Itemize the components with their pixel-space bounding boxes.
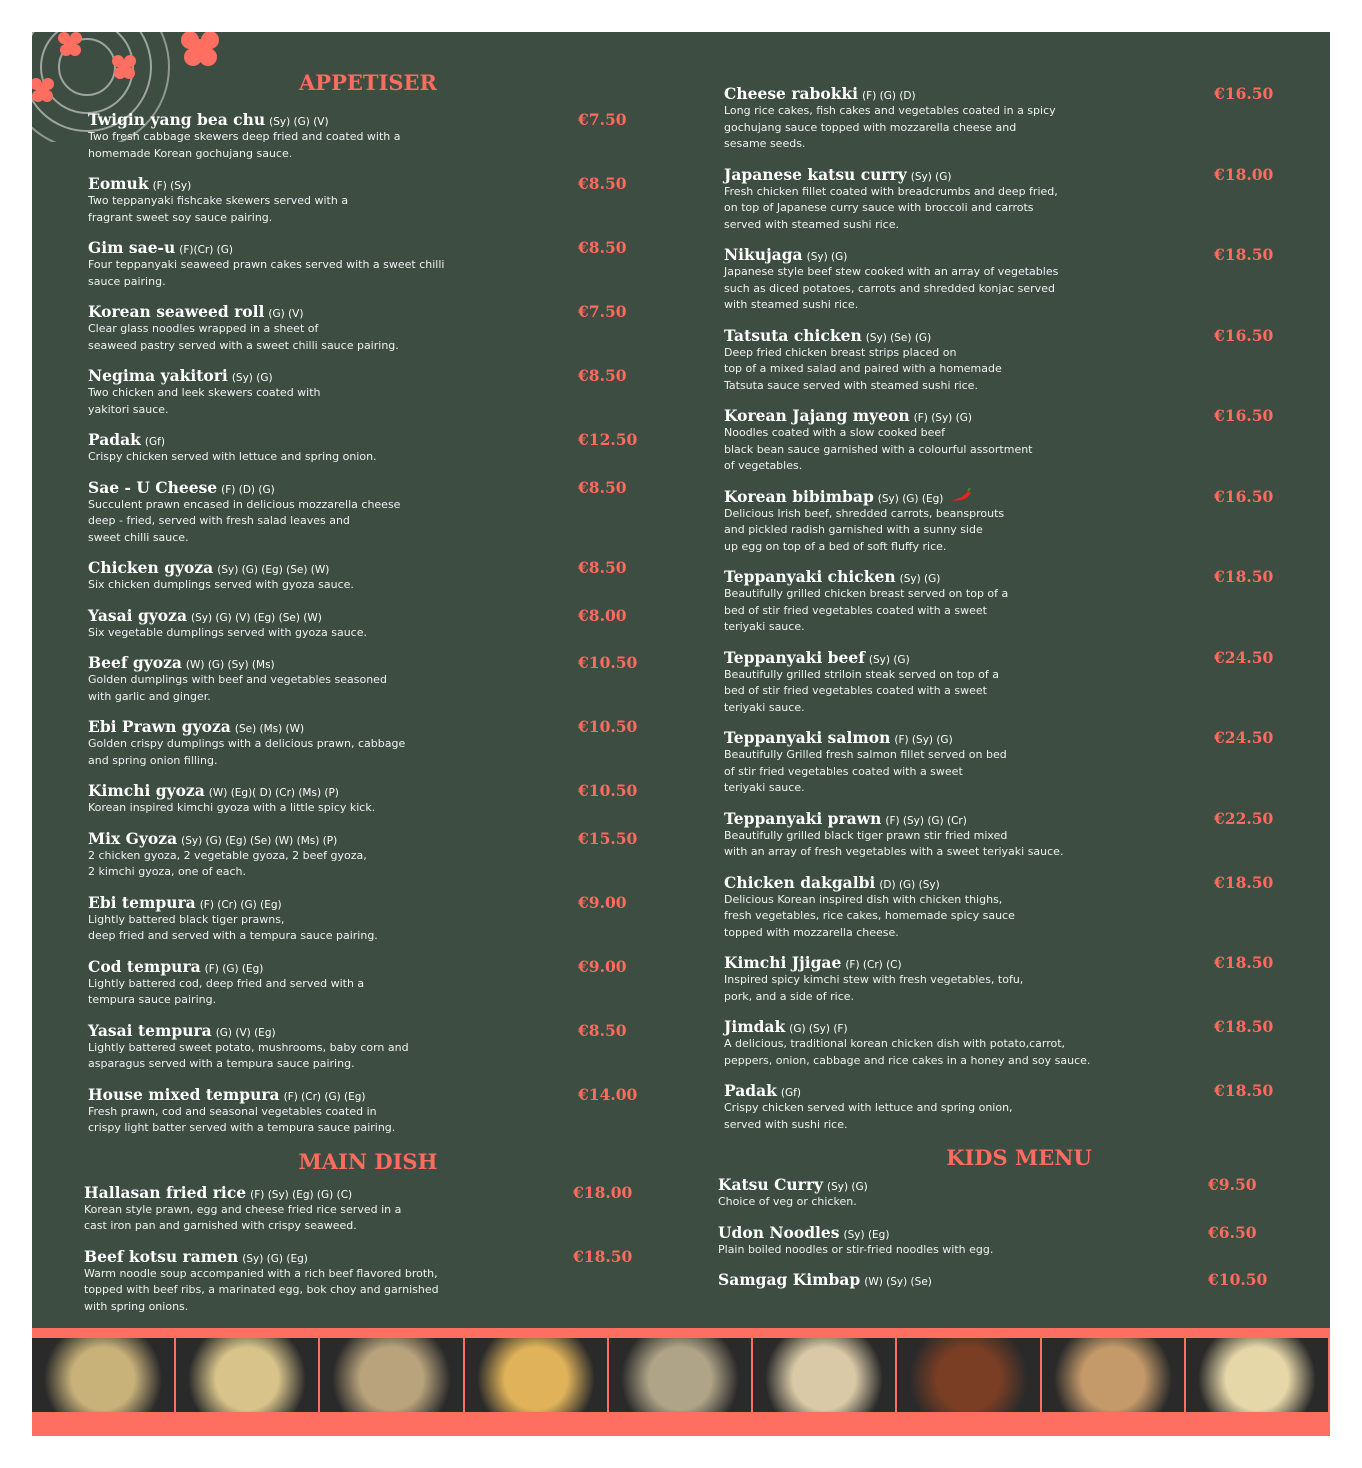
dish-name: Mix Gyoza (88, 828, 178, 848)
allergen-tags: (Sy) (G) (Eg) (242, 1252, 308, 1265)
allergen-tags: (Sy) (G) (V) (Eg) (Se) (W) (191, 611, 322, 624)
dish-name: Japanese katsu curry (724, 164, 907, 184)
menu-item (724, 326, 1284, 395)
dish-price: €8.50 (578, 1020, 627, 1040)
menu-item-header (88, 781, 648, 800)
chili-pepper-icon (949, 488, 973, 502)
menu-item (84, 1247, 648, 1316)
dish-price: €18.50 (1214, 872, 1274, 892)
dish-name: Nikujaga (724, 245, 803, 264)
dish-description: Four teppanyaki seaweed prawn cakes served with a sweet chilli sauce pairing. (88, 258, 445, 288)
dish-description: Two fresh cabbage skewers deep fried and coated with a homemade Korean gochujang sauce. (88, 130, 401, 160)
dish-name: Ebi Prawn gyoza (88, 717, 231, 736)
main-dish-title: MAIN DISH (298, 1148, 438, 1174)
allergen-tags: (F) (Cr) (G) (Eg) (199, 898, 282, 911)
dish-price: €10.50 (1208, 1270, 1268, 1289)
dish-name: Samgag Kimbap (718, 1270, 861, 1289)
dish-price: €16.50 (1214, 486, 1274, 506)
dish-name: Cheese rabokki (724, 84, 859, 103)
menu-item-header (88, 478, 648, 497)
menu-item-header (84, 1247, 648, 1266)
dish-price: €18.50 (1214, 1017, 1274, 1036)
menu-item-header (88, 1085, 648, 1104)
dish-price: €6.50 (1208, 1222, 1257, 1242)
menu-item (88, 478, 648, 547)
menu-item (88, 1021, 648, 1073)
dish-description: Noodles coated with a slow cooked beef black bean sauce garnished with a colourful assortment of vegetables. (724, 426, 1033, 472)
allergen-tags: (G) (Sy) (F) (789, 1023, 848, 1035)
dish-description: Deep fried chicken breast strips placed on top of a mixed salad and paired with a homemade Tatsuta sauce served with steamed sushi rice. (724, 345, 1002, 392)
menu-item (724, 245, 1284, 314)
menu-item-header (88, 430, 648, 449)
dish-description: Warm noodle soup accompanied with a rich beef flavored broth, topped with beef ribs, a marinated egg, bok choy and garnished with spring onions. (84, 1266, 439, 1313)
allergen-tags: (Sy) (G) (Eg) (Se) (W) (Ms) (P) (181, 834, 338, 847)
menu-item-header (718, 1223, 1284, 1242)
dish-price: €16.50 (1214, 325, 1274, 345)
menu-item (724, 84, 1284, 153)
menu-item-header (88, 558, 648, 577)
menu-item (724, 953, 1284, 1005)
menu-item (724, 567, 1284, 636)
allergen-tags: (F) (Sy) (Eg) (G) (C) (250, 1188, 353, 1201)
dish-price: €18.50 (1214, 567, 1274, 586)
menu-item (88, 110, 648, 162)
menu-item (724, 873, 1284, 942)
left-column (84, 70, 648, 1327)
dish-name: Sae - U Cheese (88, 477, 218, 497)
dish-name: Gim sae-u (88, 238, 176, 257)
allergen-tags: (F)(Cr) (G) (179, 244, 234, 256)
dish-description: Beautifully grilled striloin steak served on top of a bed of stir fried vegetables coated with a sweet teriyaki sauce. (724, 667, 999, 714)
menu-item-header (88, 302, 648, 321)
dish-name: Negima yakitori (88, 366, 228, 385)
dish-name: Tatsuta chicken (724, 325, 862, 345)
allergen-tags: (Sy) (G) (868, 653, 910, 666)
dish-name: Korean bibimbap (724, 486, 874, 506)
dish-price: €18.50 (1214, 953, 1274, 972)
fried-rice-photo (465, 1338, 609, 1412)
menu-item (84, 1183, 648, 1235)
menu-item (88, 366, 648, 418)
dumplings-photo (753, 1338, 897, 1412)
dish-description: Lightly battered black tiger prawns, deep fried and served with a tempura sauce pairing. (88, 912, 378, 942)
allergen-tags: (Sy) (G) (Eg) (877, 492, 944, 505)
menu-item-header (88, 110, 648, 129)
dish-name: Udon Noodles (718, 1222, 840, 1242)
menu-item-header (88, 1021, 648, 1040)
allergen-tags: (F) (Sy) (G) (913, 412, 972, 424)
menu-item (724, 406, 1284, 475)
dish-price: €16.50 (1214, 84, 1274, 103)
menu-item (88, 893, 648, 945)
menu-item-header (84, 1183, 648, 1202)
dish-name: Teppanyaki beef (724, 647, 865, 667)
menu-item (88, 957, 648, 1009)
dish-price: €8.50 (578, 238, 627, 257)
allergen-tags: (F) (Sy) (G) (Cr) (885, 814, 967, 827)
menu-item (718, 1223, 1284, 1259)
dish-price: €14.00 (578, 1084, 638, 1104)
appetiser-title: APPETISER (299, 70, 437, 95)
menu-item-header (88, 366, 648, 385)
dish-name: Ebi tempura (88, 892, 196, 912)
menu-item-header (724, 1017, 1284, 1036)
allergen-tags: (G) (V) (268, 308, 304, 320)
yakitori-photo (897, 1338, 1041, 1412)
dish-description: Clear glass noodles wrapped in a sheet of seaweed pastry served with a sweet chilli sauce pairing. (88, 322, 399, 352)
dish-description: Succulent prawn encased in delicious mozzarella cheese deep - fried, served with fresh salad leaves and sweet chilli sauce. (88, 497, 401, 544)
dish-name: Teppanyaki chicken (724, 567, 896, 586)
dish-price: €8.50 (578, 477, 627, 497)
allergen-tags: (F) (D) (G) (221, 483, 275, 496)
dish-name: Twigin yang bea chu (88, 110, 266, 129)
main-dish-list-left (84, 1183, 648, 1316)
dish-price: €8.50 (578, 366, 627, 385)
allergen-tags: (Sy) (G) (231, 372, 273, 384)
menu-item (724, 487, 1284, 556)
menu-item (88, 829, 648, 881)
dish-price: €10.50 (578, 653, 638, 672)
dish-price: €9.50 (1208, 1175, 1257, 1194)
menu-item (88, 238, 648, 290)
dish-name: Yasai gyoza (88, 605, 187, 625)
bibimbap-photo (1042, 1338, 1186, 1412)
dish-price: €8.00 (578, 605, 627, 625)
dish-price: €12.50 (578, 430, 638, 449)
ramen-photo (32, 1338, 176, 1412)
allergen-tags: (Sy) (G) (899, 573, 941, 585)
dish-price: €18.50 (573, 1246, 633, 1266)
menu-item (88, 717, 648, 769)
menu-item (724, 1017, 1284, 1069)
sushi-photo (609, 1338, 753, 1412)
allergen-tags: (F) (Cr) (G) (Eg) (283, 1090, 366, 1103)
allergen-tags: (F) (G) (Eg) (204, 962, 264, 975)
menu-item-header (724, 953, 1284, 972)
dish-description: Six vegetable dumplings served with gyoza sauce. (88, 625, 367, 639)
dish-price: €18.00 (1214, 164, 1274, 184)
menu-item-header (724, 648, 1284, 667)
dish-description: Crispy chicken served with lettuce and spring onion, served with sushi rice. (724, 1101, 1013, 1131)
dish-name: Cod tempura (88, 956, 201, 976)
menu-item (88, 302, 648, 354)
menu-item (88, 1085, 648, 1137)
main-dish-list-right (724, 84, 1284, 1133)
menu-item (724, 1081, 1284, 1133)
dish-description: A delicious, traditional korean chicken dish with potato,carrot, peppers, onion, cabbage and rice cakes in a honey and soy sauce. (724, 1037, 1091, 1067)
menu-item (718, 1270, 1284, 1289)
dish-name: Korean Jajang myeon (724, 406, 910, 425)
tempura-photo (176, 1338, 320, 1412)
menu-item (724, 728, 1284, 797)
dish-price: €10.50 (578, 781, 638, 800)
menu-item-header (88, 829, 648, 848)
right-column (718, 84, 1284, 1301)
dish-name: Eomuk (88, 174, 149, 193)
menu-item-header (718, 1270, 1284, 1289)
photo-row (32, 1338, 1330, 1412)
dish-price: €9.00 (578, 956, 627, 976)
dish-description: Crispy chicken served with lettuce and spring onion. (88, 450, 377, 463)
menu-item (718, 1175, 1284, 1211)
dish-name: Yasai tempura (88, 1020, 212, 1040)
food-photo-strip (32, 1328, 1330, 1436)
dish-name: Beef gyoza (88, 653, 182, 672)
allergen-tags: (F) (Sy) (G) (894, 734, 953, 746)
dish-name: Beef kotsu ramen (84, 1246, 239, 1266)
dish-description: Delicious Korean inspired dish with chicken thighs, fresh vegetables, rice cakes, homemade spicy sauce topped with mozzarella cheese. (724, 892, 1015, 939)
menu-item-header (724, 326, 1284, 345)
dish-price: €16.50 (1214, 406, 1274, 425)
dish-name: Chicken dakgalbi (724, 872, 876, 892)
menu-item-header (724, 165, 1284, 184)
dish-name: Katsu Curry (718, 1175, 824, 1194)
menu-item-header (718, 1175, 1284, 1194)
dish-name: Kimchi Jjigae (724, 953, 842, 972)
menu-item-header (88, 238, 648, 257)
allergen-tags: (Sy) (G) (827, 1181, 868, 1193)
dish-description: Beautifully grilled black tiger prawn stir fried mixed with an array of fresh vegetables with a sweet teriyaki sauce. (724, 828, 1064, 858)
dish-name: House mixed tempura (88, 1084, 280, 1104)
dish-description: Two teppanyaki fishcake skewers served with a fragrant sweet soy sauce pairing. (88, 194, 349, 224)
menu-item-header (88, 893, 648, 912)
allergen-tags: (G) (V) (Eg) (215, 1026, 276, 1039)
gyoza-photo (320, 1338, 464, 1412)
menu-item (88, 174, 648, 226)
menu-item (88, 558, 648, 594)
allergen-tags: (Sy) (G) (V) (269, 116, 329, 128)
dish-name: Padak (724, 1081, 777, 1100)
dish-description: Delicious Irish beef, shredded carrots, beansprouts and pickled radish garnished with a sunny side up egg on top of a bed of soft fluffy rice. (724, 506, 1005, 553)
dish-name: Jimdak (724, 1017, 786, 1036)
allergen-tags: (W) (Sy) (Se) (864, 1276, 932, 1288)
menu-item (724, 648, 1284, 717)
dish-description: Choice of veg or chicken. (718, 1195, 857, 1208)
dish-description: 2 chicken gyoza, 2 vegetable gyoza, 2 beef gyoza, 2 kimchi gyoza, one of each. (88, 848, 367, 878)
allergen-tags: (Sy) (Se) (G) (865, 331, 932, 344)
allergen-tags: (Gf) (780, 1087, 801, 1099)
dish-name: Teppanyaki salmon (724, 728, 891, 747)
allergen-tags: (D) (G) (Sy) (879, 878, 940, 891)
menu-item (88, 430, 648, 466)
dish-price: €8.50 (578, 174, 627, 193)
appetiser-list (88, 110, 648, 1137)
dish-name: Hallasan fried rice (84, 1182, 247, 1202)
allergen-tags: (F) (Sy) (152, 180, 192, 192)
allergen-tags: (F) (G) (D) (862, 90, 916, 102)
menu-item (88, 606, 648, 642)
allergen-tags: (Sy) (G) (806, 251, 848, 263)
menu-item-header (724, 245, 1284, 264)
menu-item-header (724, 406, 1284, 425)
dish-description: Six chicken dumplings served with gyoza sauce. (88, 578, 354, 591)
dish-description: Lightly battered sweet potato, mushrooms, baby corn and asparagus served with a tempura sauce pairing. (88, 1040, 409, 1070)
dish-description: Plain boiled noodles or stir-fried noodles with egg. (718, 1242, 994, 1256)
allergen-tags: (Gf) (144, 436, 165, 448)
dish-description: Japanese style beef stew cooked with an array of vegetables such as diced potatoes, carrots and shredded konjac served with steamed sushi rice. (724, 265, 1059, 311)
menu-item (724, 165, 1284, 234)
allergen-tags: (Se) (Ms) (W) (234, 723, 305, 735)
dish-name: Kimchi gyoza (88, 781, 205, 800)
dish-price: €18.00 (573, 1182, 633, 1202)
dish-price: €7.50 (578, 302, 627, 321)
allergen-tags: (W) (Eg)( D) (Cr) (Ms) (P) (208, 787, 339, 799)
dish-price: €22.50 (1214, 808, 1274, 828)
dish-price: €8.50 (578, 558, 627, 577)
noodles-photo (1186, 1338, 1330, 1412)
menu-item (88, 781, 648, 817)
dish-description: Fresh prawn, cod and seasonal vegetables coated in crispy light batter served with a tempura sauce pairing. (88, 1104, 396, 1134)
menu-item-header (724, 873, 1284, 892)
dish-name: Chicken gyoza (88, 558, 214, 577)
allergen-tags: (Sy) (G) (910, 170, 952, 183)
menu-item-header (88, 717, 648, 736)
dish-description: Golden dumplings with beef and vegetables seasoned with garlic and ginger. (88, 673, 387, 703)
dish-price: €24.50 (1214, 647, 1274, 667)
dish-description: Two chicken and leek skewers coated with yakitori sauce. (88, 386, 321, 416)
menu-item-header (724, 84, 1284, 103)
dish-description: Beautifully grilled chicken breast served on top of a bed of stir fried vegetables coated with a sweet teriyaki sauce. (724, 587, 1009, 633)
allergen-tags: (F) (Cr) (C) (845, 959, 902, 971)
menu-item-header (724, 567, 1284, 586)
dish-price: €15.50 (578, 828, 638, 848)
dish-description: Inspired spicy kimchi stew with fresh vegetables, tofu, pork, and a side of rice. (724, 973, 1024, 1003)
dish-price: €9.00 (578, 892, 627, 912)
allergen-tags: (Sy) (G) (Eg) (Se) (W) (217, 564, 330, 576)
allergen-tags: (Sy) (Eg) (843, 1228, 890, 1241)
menu-item (88, 653, 648, 705)
menu-item-header (724, 1081, 1284, 1100)
dish-name: Korean seaweed roll (88, 302, 265, 321)
dish-description: Beautifully Grilled fresh salmon fillet served on bed of stir fried vegetables coated with a sweet teriyaki sauce. (724, 748, 1007, 794)
dish-name: Teppanyaki prawn (724, 808, 882, 828)
menu-item-header (88, 174, 648, 193)
allergen-tags: (W) (G) (Sy) (Ms) (185, 659, 275, 671)
dish-price: €18.50 (1214, 1081, 1274, 1100)
menu-item-header (724, 728, 1284, 747)
menu-item-header (724, 487, 1284, 506)
dish-description: Korean inspired kimchi gyoza with a little spicy kick. (88, 801, 376, 814)
kids-menu-list (718, 1175, 1284, 1289)
menu-item-header (88, 957, 648, 976)
dish-price: €24.50 (1214, 728, 1274, 747)
menu-item-header (724, 809, 1284, 828)
dish-price: €18.50 (1214, 245, 1274, 264)
dish-description: Fresh chicken fillet coated with breadcrumbs and deep fried, on top of Japanese curry sauce with broccoli and carrots served with steamed sushi rice. (724, 184, 1058, 231)
dish-description: Lightly battered cod, deep fried and served with a tempura sauce pairing. (88, 976, 365, 1006)
menu-item-header (88, 606, 648, 625)
dish-price: €7.50 (578, 110, 627, 129)
menu-board (32, 32, 1330, 1328)
dish-description: Korean style prawn, egg and cheese fried rice served in a cast iron pan and garnished with crispy seaweed. (84, 1202, 402, 1232)
dish-description: Golden crispy dumplings with a delicious prawn, cabbage and spring onion filling. (88, 737, 406, 767)
dish-description: Long rice cakes, fish cakes and vegetables coated in a spicy gochujang sauce topped with mozzarella cheese and sesame seeds. (724, 104, 1056, 150)
kids-menu-title: KIDS MENU (946, 1145, 1092, 1170)
menu-item (724, 809, 1284, 861)
dish-name: Padak (88, 430, 141, 449)
dish-price: €10.50 (578, 717, 638, 736)
menu-item-header (88, 653, 648, 672)
